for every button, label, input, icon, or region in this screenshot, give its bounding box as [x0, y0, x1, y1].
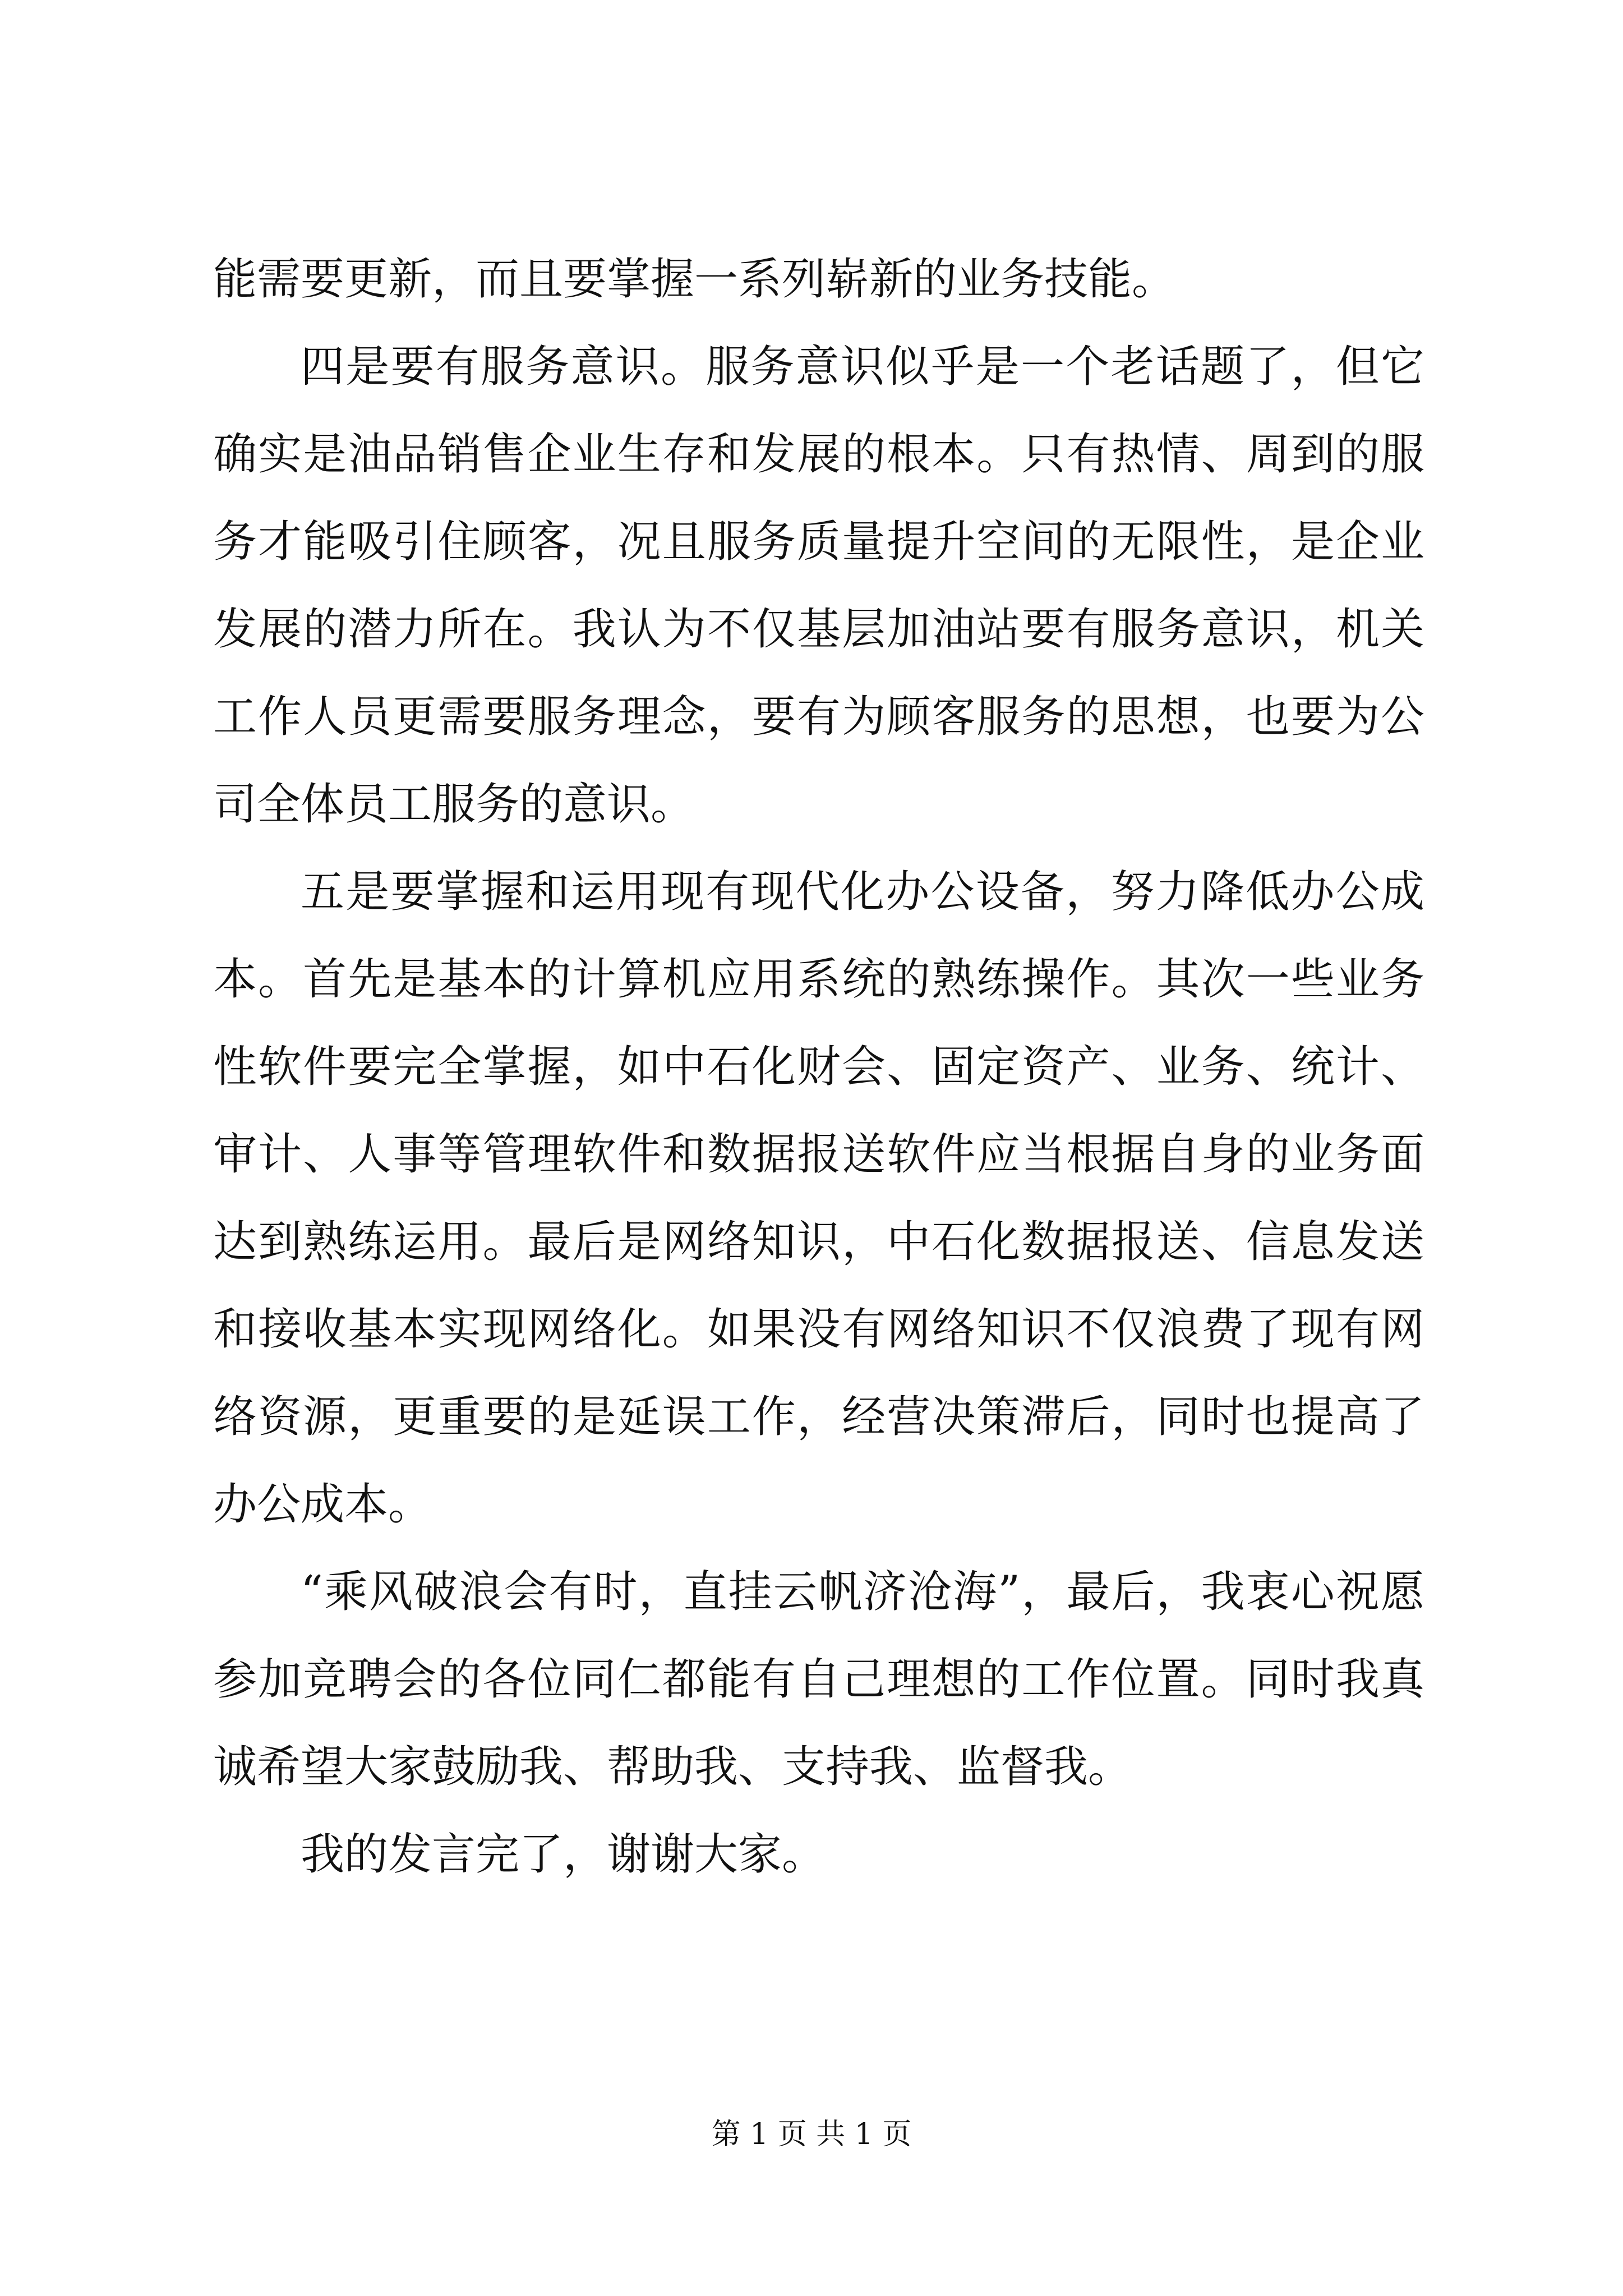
document-body [213, 236, 1424, 1898]
paragraph-closing-wishes: “乘风破浪会有时，直挂云帆济沧海”，最后，我衷心祝愿参加竞聘会的各位同仁都能有自己理想的工作位置。同时我真诚希望大家鼓励我、帮助我、支持我、监督我。 [213, 1567, 1424, 1792]
paragraph-office-equipment: 五是要掌握和运用现有现代化办公设备，努力降低办公成本。首先是基本的计算机应用系统的熟练操作。其次一些业务性软件要完全掌握，如中石化财会、固定资产、业务、统计、审计、人事等管理软件和数据报送软件应当根据自身的业务面达到熟练运用。最后是网络知识，中石化数据报送、信息发送和接收基本实现网络化。如果没有网络知识不仅浪费了现有网络资源，更重要的是延误工作，经营决策滞后，同时也提高了办公成本。 [213, 867, 1424, 1530]
paragraph-service-awareness: 四是要有服务意识。服务意识似乎是一个老话题了，但它确实是油品销售企业生存和发展的根本。只有热情、周到的服务才能吸引住顾客，况且服务质量提升空间的无限性，是企业发展的潜力所在。我认为不仅基层加油站要有服务意识，机关工作人员更需要服务理念，要有为顾客服务的思想，也要为公司全体员工服务的意识。 [213, 342, 1424, 830]
paragraph-thanks: 我的发言完了，谢谢大家。 [301, 1829, 826, 1880]
page-footer: 第 1 页 共 1 页 [711, 2118, 912, 2151]
paragraph-continuation: 能需要更新，而且要掌握一系列崭新的业务技能。 [213, 254, 1176, 305]
